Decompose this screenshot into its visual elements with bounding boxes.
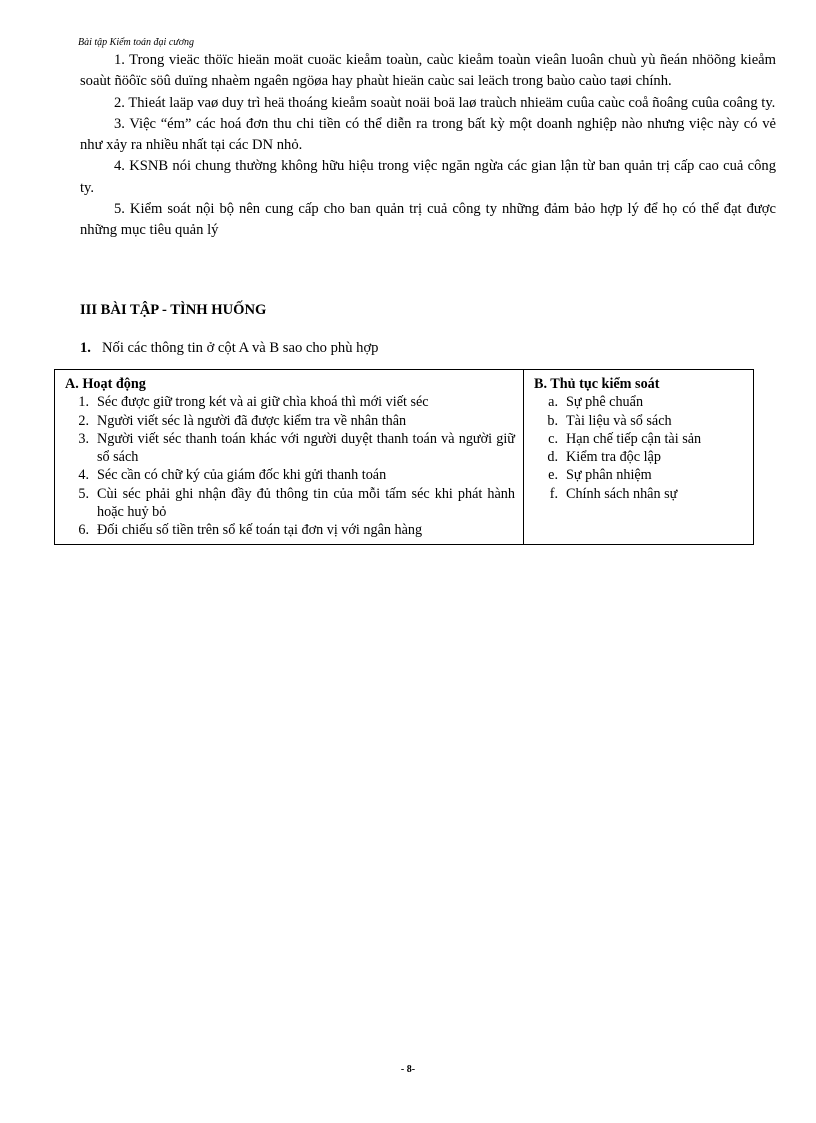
page-header: Bài tập Kiểm toán đại cương: [78, 37, 195, 48]
activity-item: [65, 466, 515, 484]
column-a-heading: A. Hoạt động: [65, 376, 146, 392]
item-marker: 2.: [78, 412, 89, 429]
item-text: Đối chiếu số tiền trên sổ kế toán tại đơn vị với ngân hàng: [97, 522, 423, 539]
item-text: Hạn chế tiếp cận tài sản: [566, 430, 702, 447]
page-number: - 8-: [400, 1064, 416, 1075]
procedure-item: [534, 466, 745, 484]
procedure-item: [534, 430, 745, 448]
question-text: Nối các thông tin ở cột A và B sao cho phù hợp: [102, 340, 379, 356]
procedure-item: [534, 448, 745, 466]
procedure-item: [534, 412, 745, 430]
item-marker: 4.: [78, 467, 89, 484]
question-1: [80, 340, 378, 357]
matching-table: [54, 369, 754, 545]
statement-4: 4. KSNB nói chung thường không hữu hiệu trong việc ngăn ngừa các gian lận từ ban quản trị cấp cao cuả công ty.: [80, 158, 776, 196]
item-marker: b.: [547, 412, 558, 429]
item-marker: c.: [548, 430, 558, 447]
procedure-list: [534, 393, 745, 503]
item-text: Chính sách nhân sự: [566, 485, 678, 502]
activity-item: [65, 412, 515, 430]
column-b-heading: B. Thủ tục kiểm soát: [534, 376, 660, 392]
column-a: [55, 370, 524, 545]
item-marker: a.: [548, 394, 558, 411]
section-title: III BÀI TẬP - TÌNH HUỐNG: [80, 302, 267, 318]
item-marker: 6.: [78, 522, 89, 539]
item-text: Người viết séc là người đã được kiểm tra về nhân thân: [97, 412, 407, 429]
item-text: Séc được giữ trong két và ai giữ chìa khoá thì mới viết séc: [97, 394, 429, 411]
item-text: Cùi séc phải ghi nhận đầy đủ thông tin của mỗi tấm séc khi phát hành hoặc huỷ bỏ: [97, 485, 515, 521]
column-b: [524, 370, 754, 545]
procedure-item: [534, 485, 745, 503]
statement-list: [80, 50, 776, 242]
activity-item: [65, 485, 515, 522]
item-marker: 1.: [78, 394, 89, 411]
item-marker: f.: [549, 485, 558, 502]
item-text: Séc cần có chữ ký của giám đốc khi gửi thanh toán: [97, 467, 387, 484]
question-number: 1.: [80, 340, 91, 356]
procedure-item: [534, 393, 745, 411]
item-text: Sự phân nhiệm: [566, 467, 652, 484]
activity-item: [65, 393, 515, 411]
statement-1: 1. Trong vieäc thöïc hieän moät cuoäc kieåm toaùn, caùc kieåm toaùn vieân luoân chuù yù ñeán nhöõng kieåm soaùt ñöôïc söû duïng nhaèm ngaên ngöøa hay phaùt hieän caùc sai leäch trong baùo caùo taøi chính.: [80, 52, 776, 90]
activity-item: [65, 430, 515, 467]
item-text: Người viết séc thanh toán khác với người duyệt thanh toán và người giữ sổ sách: [97, 430, 515, 466]
statement-3: 3. Việc “ém” các hoá đơn thu chi tiền có thể diễn ra trong bất kỳ một doanh nghiệp nào nhưng việc này có vẻ như xảy ra nhiều nhất tại các DN nhỏ.: [80, 115, 776, 154]
item-marker: d.: [547, 449, 558, 466]
item-text: Tài liệu và sổ sách: [566, 412, 672, 429]
item-marker: 3.: [78, 430, 89, 447]
activity-list: [65, 393, 515, 539]
activity-item: [65, 521, 515, 539]
item-text: Kiểm tra độc lập: [566, 449, 661, 466]
statement-2: 2. Thieát laäp vaø duy trì heä thoáng kieåm soaùt noäi boä laø traùch nhieäm cuûa caùc coå ñoâng cuûa coâng ty.: [114, 94, 776, 111]
statement-5: 5. Kiểm soát nội bộ nên cung cấp cho ban quản trị cuả công ty những đảm bảo hợp lý để họ có thể đạt được những mục tiêu quản lý: [80, 201, 776, 239]
item-text: Sự phê chuẩn: [566, 394, 644, 411]
item-marker: 5.: [78, 485, 89, 502]
item-marker: e.: [548, 467, 558, 484]
